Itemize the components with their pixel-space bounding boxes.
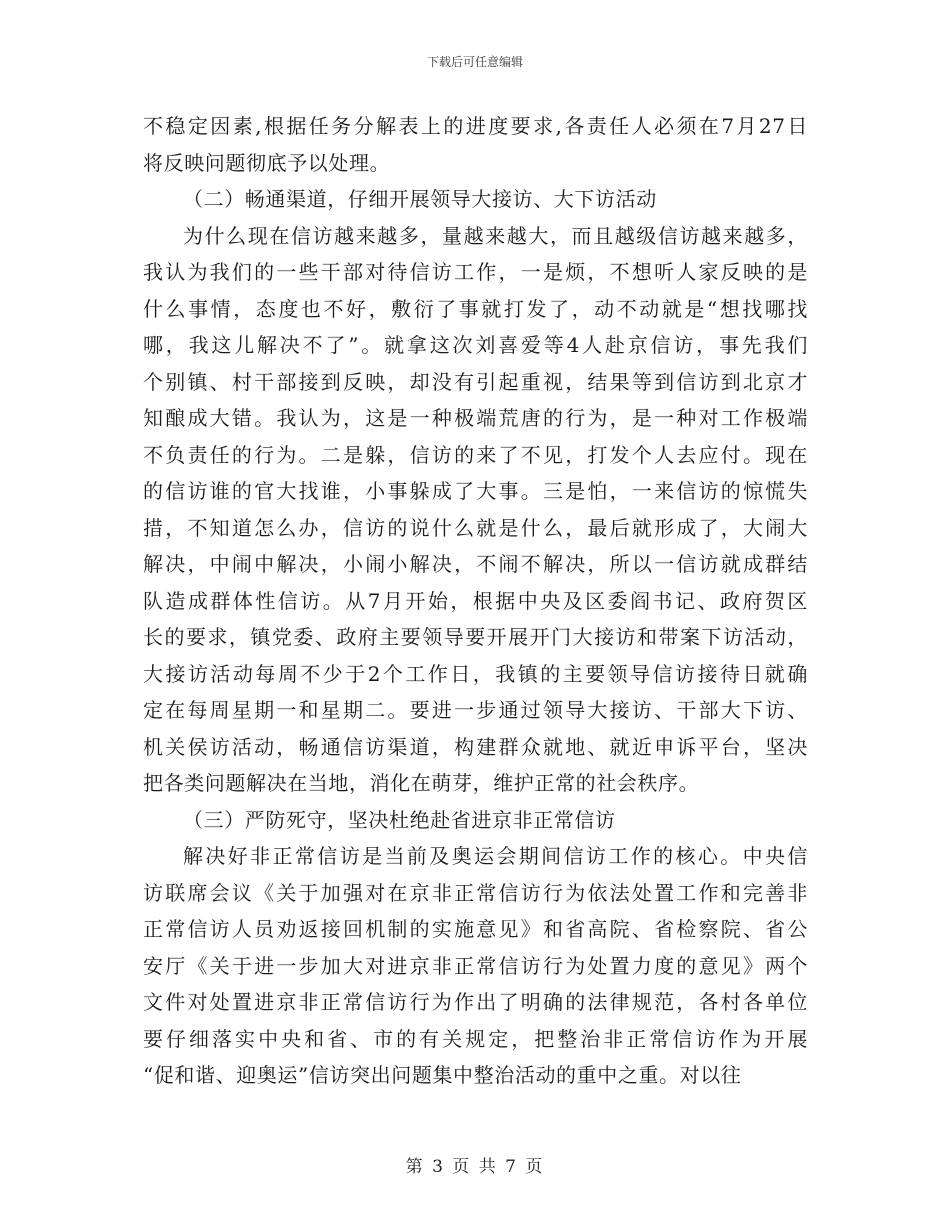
document-body bbox=[143, 108, 808, 1094]
text-line: 文件对处置进京非正常信访行为作出了明确的法律规范，各村各单位 bbox=[143, 990, 808, 1014]
text-line: 机关侯访活动，畅通信访渠道，构建群众就地、就近申诉平台，坚决 bbox=[143, 734, 808, 759]
text-line: 什么事情，态度也不好，敷衍了事就打发了，动不动就是“想找哪找 bbox=[143, 296, 808, 321]
text-line: 大接访活动每周不少于2个工作日，我镇的主要领导信访接待日就确 bbox=[143, 661, 808, 686]
text-line: 要仔细落实中央和省、市的有关规定，把整治非正常信访作为开展 bbox=[143, 1026, 808, 1051]
text-line: 解决，中闹中解决，小闹小解决，不闹不解决，所以一信访就成群结 bbox=[143, 552, 808, 576]
text-line: 队造成群体性信访。从7月开始，根据中央及区委阎书记、政府贺区 bbox=[143, 588, 808, 613]
page-header-note: 下载后可任意编辑 bbox=[426, 55, 523, 69]
text-line: 为什么现在信访越来越多，量越来越大，而且越级信访越来越多， bbox=[183, 223, 808, 248]
paragraph bbox=[143, 218, 808, 802]
text-line: 哪，我这儿解决不了”。就拿这次刘喜爱等4人赴京信访，事先我们 bbox=[143, 333, 808, 357]
text-line: 访联席会议《关于加强对在京非正常信访行为依法处置工作和完善非 bbox=[143, 880, 808, 905]
text-line: 正常信访人员劝返接回机制的实施意见》和省高院、省检察院、省公 bbox=[143, 917, 808, 941]
text-line: 措，不知道怎么办，信访的说什么就是什么，最后就形成了，大闹大 bbox=[143, 515, 808, 540]
text-line: 知酿成大错。我认为，这是一种极端荒唐的行为，是一种对工作极端 bbox=[143, 406, 808, 430]
text-line: 安厅《关于进一步加大对进京非正常信访行为处置力度的意见》两个 bbox=[143, 953, 808, 978]
text-line: 解决好非正常信访是当前及奥运会期间信访工作的核心。中央信 bbox=[183, 844, 808, 868]
section-heading bbox=[143, 181, 808, 218]
text-line: 个别镇、村干部接到反映，却没有引起重视，结果等到信访到北京才 bbox=[143, 369, 808, 394]
paragraph bbox=[143, 838, 808, 1094]
text-line: 的信访谁的官大找谁，小事躲成了大事。三是怕，一来信访的惊慌失 bbox=[143, 479, 808, 503]
text-line: 把各类问题解决在当地，消化在萌芽，维护正常的社会秩序。 bbox=[143, 771, 700, 795]
text-line: 定在每周星期一和星期二。要进一步通过领导大接访、干部大下访、 bbox=[143, 698, 808, 722]
text-line: 长的要求，镇党委、政府主要领导要开展开门大接访和带案下访活动， bbox=[143, 625, 808, 649]
text-line: 不负责任的行为。二是躲，信访的来了不见，打发个人去应付。现在 bbox=[143, 442, 808, 467]
text-line: 我认为我们的一些干部对待信访工作，一是烦，不想听人家反映的是 bbox=[143, 260, 808, 284]
text-line: 不稳定因素,根据任务分解表上的进度要求,各责任人必须在7月27日 bbox=[143, 114, 808, 138]
heading-line: （三）严防死守，坚决杜绝赴省进京非正常信访 bbox=[183, 807, 616, 832]
page-number-footer: 第 3 页 共 7 页 bbox=[405, 1157, 545, 1177]
paragraph bbox=[143, 108, 808, 181]
section-heading bbox=[143, 802, 808, 839]
text-line: 将反映问题彻底予以处理。 bbox=[143, 150, 391, 175]
text-line: “促和谐、迎奥运”信访突出问题集中整治活动的重中之重。对以往 bbox=[143, 1063, 742, 1087]
heading-line: （二）畅通渠道，仔细开展领导大接访、大下访活动 bbox=[183, 187, 657, 211]
